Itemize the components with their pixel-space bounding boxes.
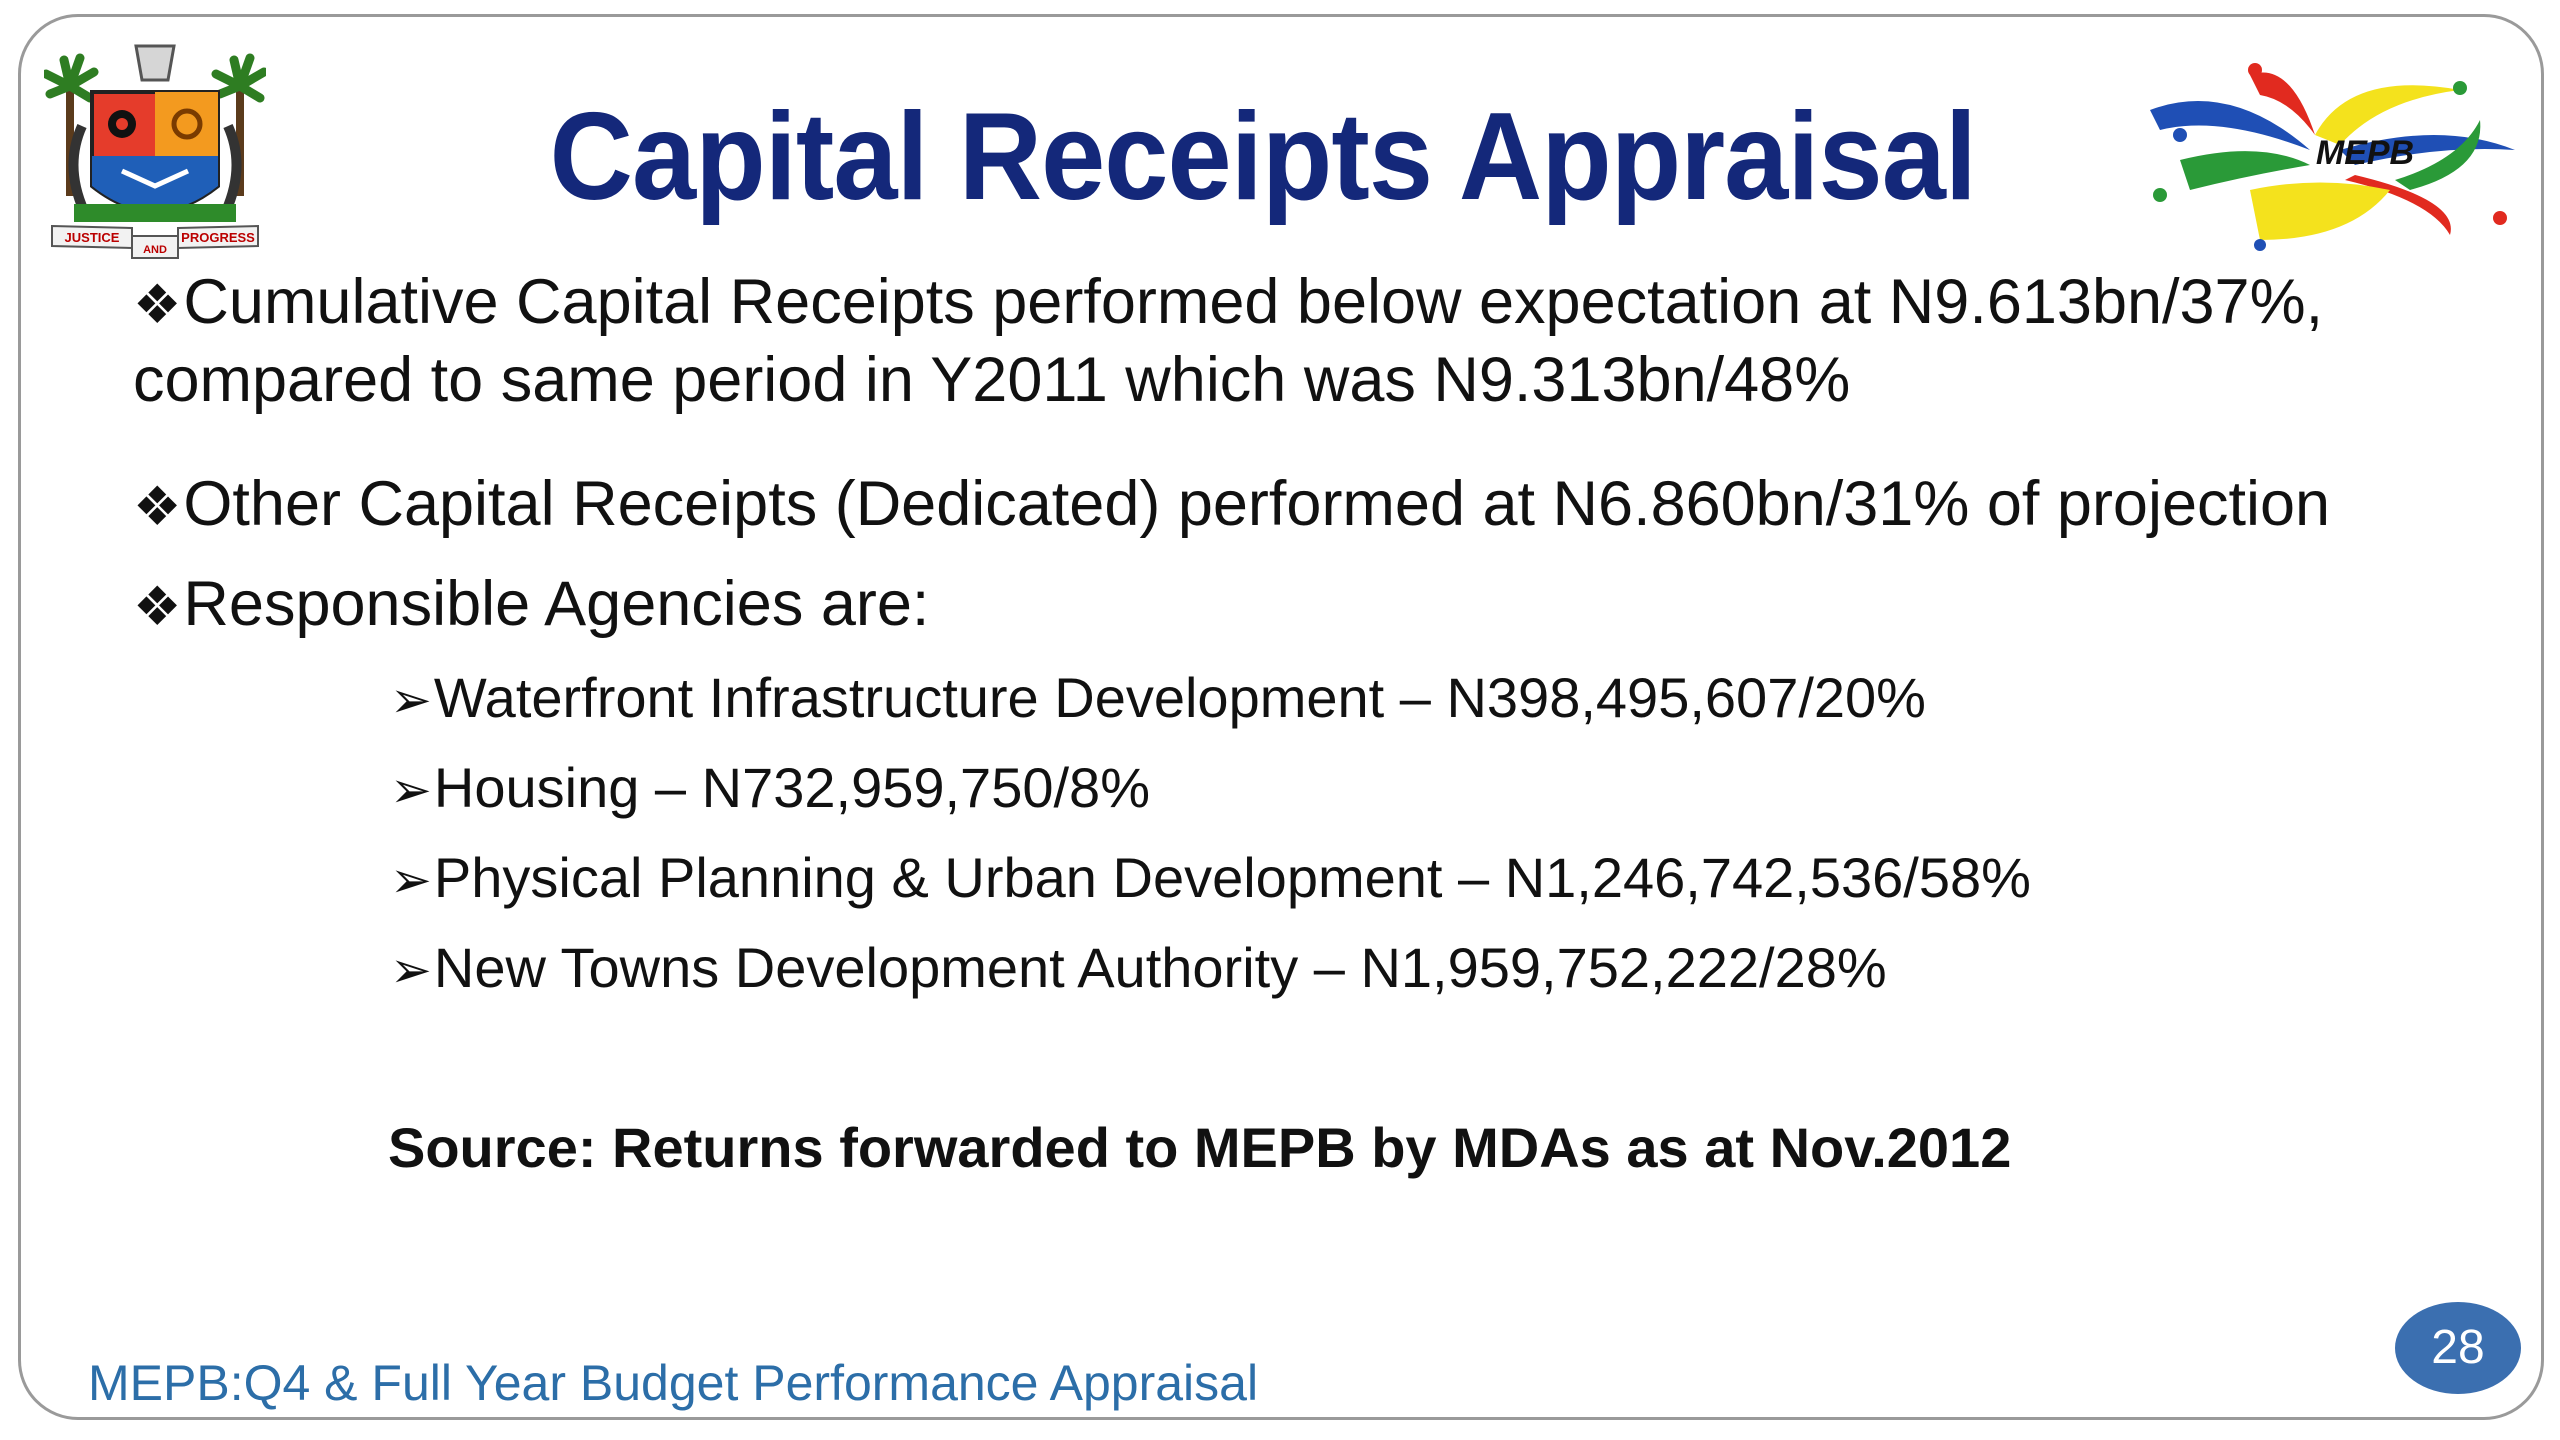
motto-progress: PROGRESS	[181, 230, 255, 245]
bullet-responsible-agencies	[133, 566, 929, 646]
bullet-text: compared to same period in Y2011 which was N9.313bn/48%	[133, 345, 1851, 415]
bullet-text: Cumulative Capital Receipts performed below expectation at N9.613bn/37%,	[183, 267, 2324, 337]
bullet-cumulative-capital-receipts	[133, 264, 2323, 344]
page-number-badge: 28	[2395, 1302, 2521, 1394]
bullet-text: Other Capital Receipts (Dedicated) performed at N6.860bn/31% of projection	[183, 469, 2331, 539]
slide-title	[0, 86, 2526, 228]
agency-item-physical-planning	[390, 846, 2031, 912]
footer-text: MEPB:Q4 & Full Year Budget Performance Appraisal	[88, 1355, 1259, 1411]
arrow-bullet-icon: ➢	[390, 672, 432, 728]
bullet-line	[133, 264, 2323, 344]
agency-text: Physical Planning & Urban Development – N1,246,742,536/58%	[433, 846, 2031, 909]
arrow-bullet-icon: ➢	[390, 762, 432, 818]
bullet-text: Responsible Agencies are:	[183, 569, 930, 639]
diamond-bullet-icon: ❖	[133, 477, 182, 537]
diamond-bullet-icon: ❖	[133, 577, 182, 637]
agency-text: Waterfront Infrastructure Development – N398,495,607/20%	[433, 666, 1926, 729]
agency-item-housing	[390, 756, 1150, 822]
agency-text: Housing – N732,959,750/8%	[433, 756, 1150, 819]
mepb-logo-text: MEPB	[2315, 134, 2415, 172]
arrow-bullet-icon: ➢	[390, 942, 432, 998]
agency-text: New Towns Development Authority – N1,959,752,222/28%	[433, 936, 1887, 999]
bullet-continuation	[133, 342, 1850, 419]
arrow-bullet-icon: ➢	[390, 852, 432, 908]
source-note: Source: Returns forwarded to MEPB by MDAs as at Nov.2012	[388, 1116, 2012, 1179]
motto-and: AND	[143, 244, 167, 256]
diamond-bullet-icon: ❖	[133, 275, 182, 335]
agency-item-new-towns	[390, 936, 1887, 1002]
agency-item-waterfront	[390, 666, 1926, 732]
slide-title-text: Capital Receipts Appraisal	[549, 88, 1977, 226]
motto-justice: JUSTICE	[64, 230, 120, 245]
bullet-other-capital-receipts	[133, 466, 2330, 546]
